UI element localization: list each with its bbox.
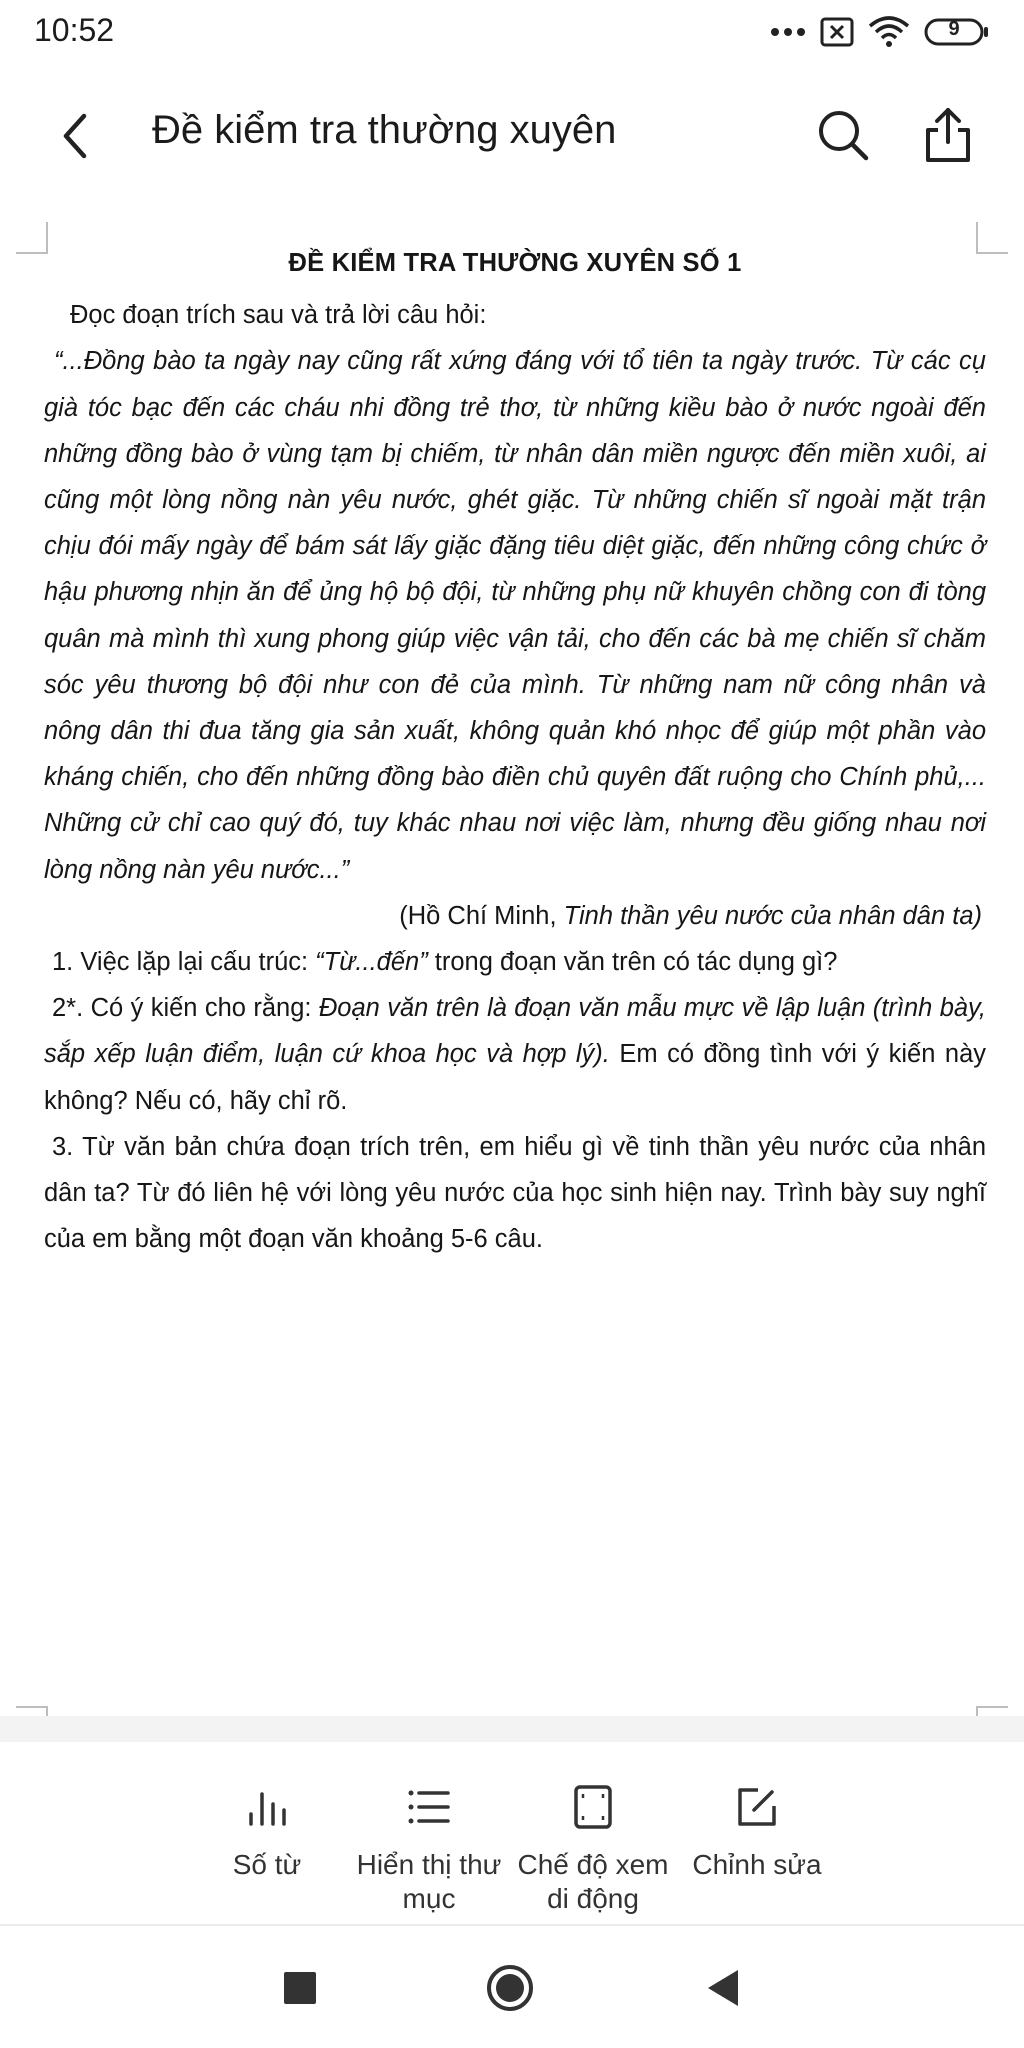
- page-title: Đề kiểm tra thường xuyên: [152, 108, 617, 152]
- question-1-prefix: 1. Việc lặp lại cấu trúc:: [52, 948, 316, 977]
- document-source: [44, 893, 986, 939]
- show-toc-button[interactable]: [344, 1742, 514, 1916]
- show-toc-label-line1: Hiển thị thư: [356, 1849, 502, 1880]
- battery-icon: [924, 17, 990, 47]
- bar-chart-icon: [244, 1784, 290, 1830]
- edit-label: Chỉnh sửa: [692, 1849, 822, 1880]
- word-count-button[interactable]: [182, 1742, 352, 1882]
- document-title: ĐỀ KIỂM TRA THƯỜNG XUYÊN SỐ 1: [288, 249, 742, 277]
- page-corner-mark: [976, 1706, 1008, 1716]
- edit-icon: [734, 1784, 780, 1830]
- status-icons: [770, 14, 990, 50]
- edit-button[interactable]: [672, 1742, 842, 1882]
- recent-apps-icon[interactable]: [276, 1964, 324, 2012]
- mobile-view-label: [508, 1848, 678, 1916]
- app-bar: [0, 86, 1024, 186]
- question-2-suffix: Em có đồng tình với ý kiến này không? Nếu có, hãy chỉ rõ.: [44, 1040, 986, 1115]
- mobile-view-button[interactable]: [508, 1742, 678, 1916]
- question-2-prefix: 2*. Có ý kiến cho rằng:: [52, 994, 319, 1023]
- back-arrow-icon[interactable]: [50, 108, 106, 164]
- question-3: 3. Từ văn bản chứa đoạn trích trên, em hiểu gì về tinh thần yêu nước của nhân dân ta? Từ đó liên hệ với lòng yêu nước của học sinh hiện nay. Trình bày suy nghĩ của em bằng một đoạn văn khoảng 5-6 câu.: [44, 1132, 986, 1254]
- list-icon: [406, 1784, 452, 1830]
- sim-blocked-icon: [820, 17, 854, 47]
- mobile-view-label-line2: di động: [547, 1883, 639, 1914]
- word-count-label: Số từ: [232, 1849, 302, 1880]
- document-quote: “...Đồng bào ta ngày nay cũng rất xứng đáng với tổ tiên ta ngày trước. Từ các cụ già tóc bạc đến các cháu nhi đồng trẻ thơ, từ những kiều bào ở nước ngoài đến những đồng bào ở vùng tạm bị chiếm, từ nhân dân miền ngược đến miền xuôi, ai cũng một lòng nồng nàn yêu nước, ghét giặc. Từ những chiến sĩ ngoài mặt trận chịu đói mấy ngày để bám sát lấy giặc đặng tiêu diệt giặc, đến những công chức ở hậu phương nhịn ăn để ủng hộ bộ đội, từ những phụ nữ khuyên chồng con đi tòng quân mà mình thì xung phong giúp việc vận tải, cho đến các bà mẹ chiến sĩ chăm sóc yêu thương bộ đội như con đẻ của mình. Từ những nam nữ công nhân và nông dân thi đua tăng gia sản xuất, không quản khó nhọc để giúp một phần vào kháng chiến, cho đến những đồng bào điền chủ quyên đất ruộng cho Chính phủ,... Những cử chỉ cao quý đó, tuy khác nhau nơi việc làm, nhưng đều giống nhau nơi lòng nồng nàn yêu nước...”: [44, 347, 986, 884]
- page-corner-mark: [16, 1706, 48, 1716]
- show-toc-label-line2: mục: [402, 1883, 456, 1914]
- question-1-italic: “Từ...đến”: [315, 948, 428, 977]
- question-1-suffix: trong đoạn văn trên có tác dụng gì?: [427, 948, 838, 977]
- battery-level: 9: [948, 18, 960, 40]
- question-2-italic: Đoạn văn trên là đoạn văn mẫu mực về lập luận (trình bày, sắp xếp luận điểm, luận cứ khoa học và hợp lý).: [44, 994, 986, 1069]
- home-icon[interactable]: [486, 1964, 534, 2012]
- status-time: 10:52: [34, 12, 115, 48]
- document-page: [0, 220, 1024, 1716]
- mobile-frame-icon: [570, 1784, 616, 1830]
- document-intro: Đọc đoạn trích sau và trả lời câu hỏi:: [70, 301, 487, 330]
- source-work: Tinh thần yêu nước của nhân dân ta): [563, 901, 982, 930]
- source-author: (Hồ Chí Minh,: [399, 901, 564, 930]
- search-icon[interactable]: [814, 106, 874, 166]
- more-dots-icon: [770, 26, 806, 38]
- back-icon[interactable]: [700, 1964, 748, 2012]
- question-2: [44, 985, 986, 1124]
- document-content: [44, 240, 986, 1262]
- mobile-view-label-line1: Chế độ xem: [517, 1849, 669, 1880]
- system-nav-bar: [0, 1926, 1024, 2048]
- question-1: [44, 939, 986, 985]
- page-separator: [0, 1716, 1024, 1742]
- status-bar: [0, 0, 1024, 66]
- show-toc-label: [344, 1848, 514, 1916]
- share-icon[interactable]: [918, 104, 978, 166]
- bottom-toolbar: [0, 1742, 1024, 1924]
- wifi-icon: [868, 16, 910, 48]
